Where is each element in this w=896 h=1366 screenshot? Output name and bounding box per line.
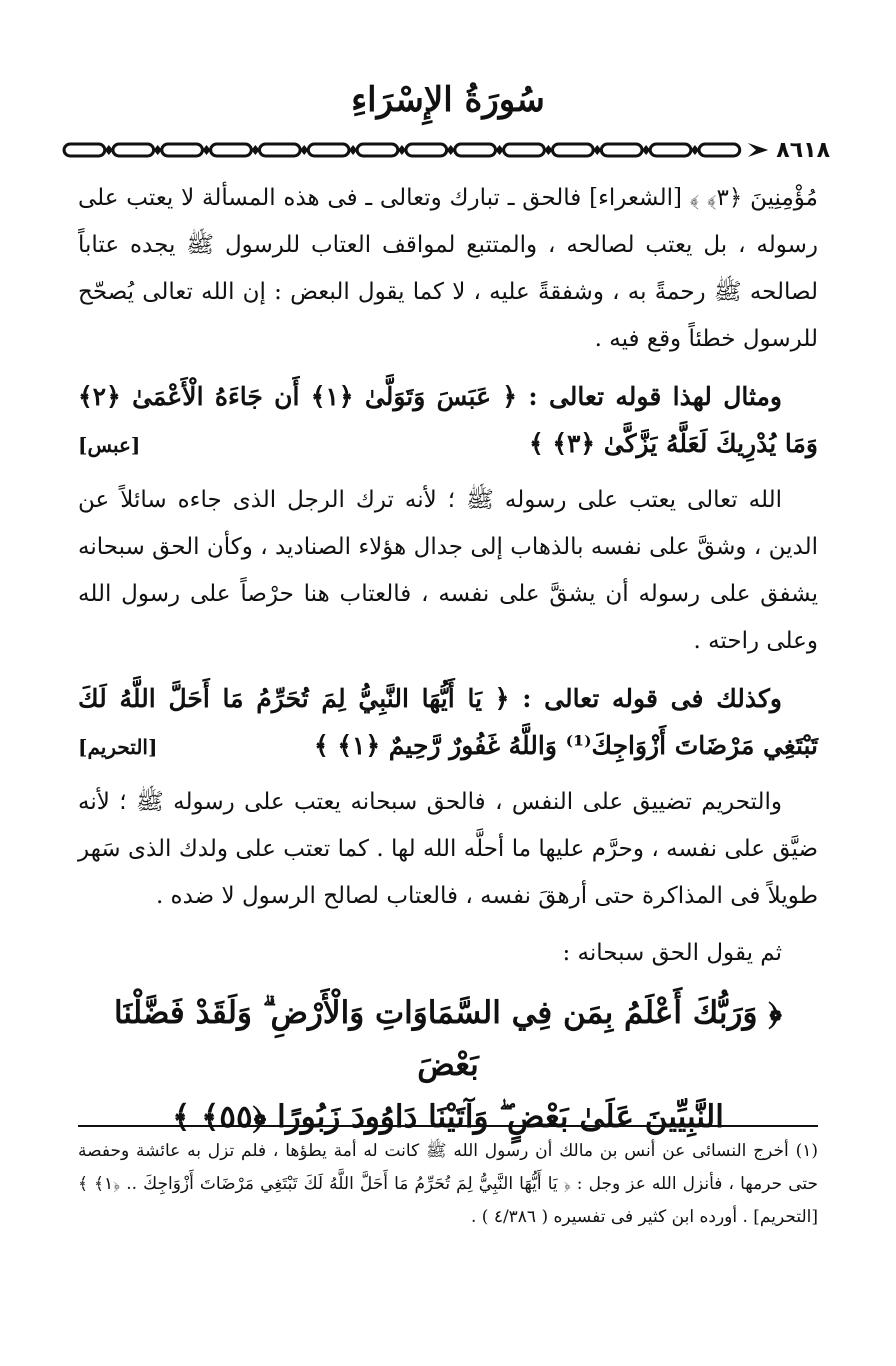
verse-intro: ثم يقول الحق سبحانه :	[562, 940, 782, 966]
source-label-abasa: [عبس]	[78, 433, 141, 457]
paragraph-5: والتحريم تضييق على النفس ، فالحق سبحانه يعتب على رسوله ﷺ ؛ لأنه ضيَّق على نفسه ، وحرَّم عليها ما أحلَّه الله لها . كما تعتب على ولدك الذى سَهر طويلاً فى المذاكرة حتى أرهقَ نفسه ، فالعتاب لصالح الرسول لا ضده .	[78, 789, 818, 909]
footnote-divider	[78, 1125, 818, 1127]
main-text	[78, 175, 818, 1143]
quran-quote-abasa: ومثال لهذا قوله تعالى : ﴿ عَبَسَ وَتَوَلَّىٰ ﴿١﴾ أَن جَاءَهُ الْأَعْمَىٰ ﴿٢﴾ وَمَا يُدْرِيكَ لَعَلَّهُ يَزَّكَّىٰ ﴿٣﴾ ﴾ [عبس]	[78, 373, 818, 467]
chain-ornament-icon	[60, 139, 772, 161]
header-ornament-row	[60, 136, 830, 164]
quran-verse-55	[78, 987, 818, 1143]
chain-ornament	[60, 139, 772, 161]
paragraph-1: مُؤْمِنِينَ ﴿٣﴾ ﴾ [الشعراء] فالحق ـ تبارك وتعالى ـ فى هذه المسألة لا يعتب على رسوله ، بل يعتب لصالحه ، والمتتبع لمواقف العتاب للرسول ﷺ يجده عتاباً لصالحه ﷺ رحمةً به ، وشفقةً عليه ، لا كما يقول البعض : إن الله تعالى يُصحّح للرسول خطئاً وقع فيه .	[78, 185, 818, 352]
surah-title: سُورَةُ الإِسْرَاءِ	[351, 80, 545, 120]
verse-line-1: ﴿ وَرَبُّكَ أَعْلَمُ بِمَن فِي السَّمَاوَاتِ وَالْأَرْضِ ۗ وَلَقَدْ فَضَّلْنَا بَعْضَ	[113, 995, 783, 1083]
verse-line-2: النَّبِيِّينَ عَلَىٰ بَعْضٍ ۖ وَآتَيْنَا دَاوُودَ زَبُورًا ﴿٥٥﴾ ﴾	[172, 1099, 724, 1135]
source-label-tahrim: [التحريم]	[78, 735, 158, 759]
quran-quote-tahrim: وكذلك فى قوله تعالى : ﴿ يَا أَيُّهَا النَّبِيُّ لِمَ تُحَرِّمُ مَا أَحَلَّ اللَّهُ لَكَ تَبْتَغِي مَرْضَاتَ أَزْوَاجِكَ⁽¹⁾ وَاللَّهُ غَفُورٌ رَّحِيمٌ ﴿١﴾ ﴾ [التحريم]	[78, 675, 818, 769]
paragraph-3: الله تعالى يعتب على رسوله ﷺ ؛ لأنه ترك الرجل الذى جاءه سائلاً عن الدين ، وشقَّ على نفسه بالذهاب إلى جدال هؤلاء الصناديد ، وكأن الحق سبحانه يشفق على رسوله أن يشقَّ على نفسه ، فالعتاب هنا حرْصاً على رسول الله وعلى راحته .	[78, 487, 818, 654]
footnote: (١) أخرج النسائى عن أنس بن مالك أن رسول الله ﷺ كانت له أمة يطؤها ، فلم تزل به عائشة وحفصة حتى حرمها ، فأنزل الله عز وجل : ﴿ يَا أَيُّهَا النَّبِيُّ لِمَ تُحَرِّمُ مَا أَحَلَّ اللَّهُ لَكَ تَبْتَغِي مَرْضَاتَ أَزْوَاجِكَ .. ﴿١﴾ ﴾ [التحريم] . أورده ابن كثير فى تفسيره ( ٤/٣٨٦ ) .	[78, 1141, 818, 1227]
page-number: ٨٦١٨	[776, 137, 830, 163]
